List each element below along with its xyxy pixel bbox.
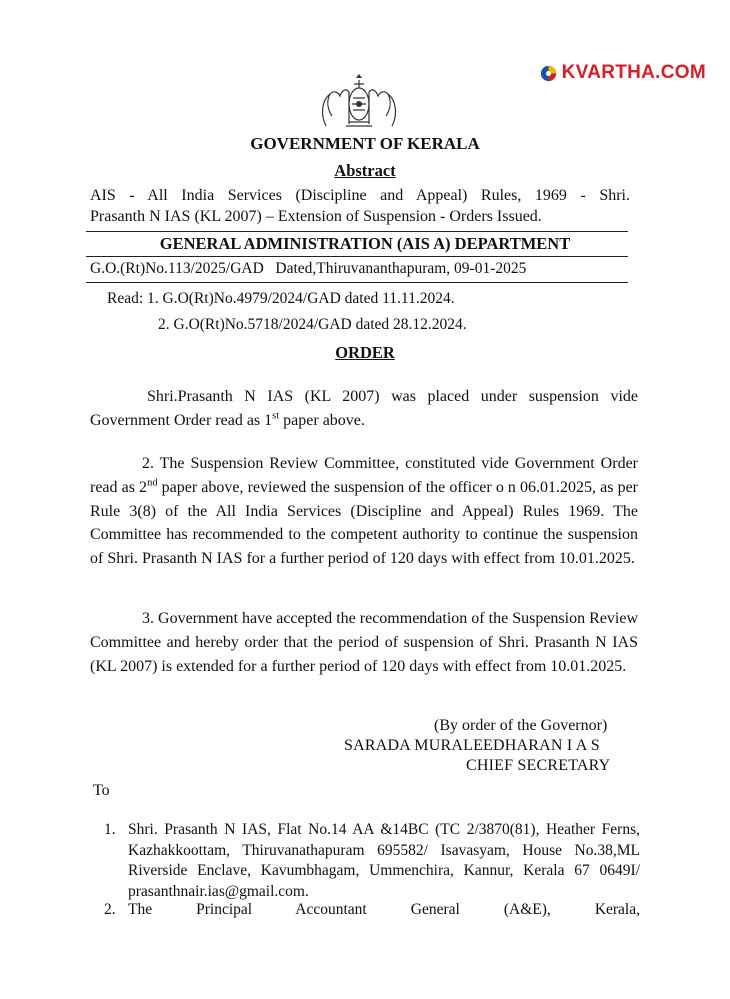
- go-dated: Dated,Thiruvananthapuram, 09-01-2025: [275, 260, 527, 277]
- kerala-emblem-icon: [316, 74, 402, 130]
- divider-top: [86, 231, 628, 232]
- recipient-text: Shri. Prasanth N IAS, Flat No.14 AA &14BC (TC 2/3870(81), Heather Ferns, Kazhakkoottam, Thiruvanathapuram 695582/ Isavasyam, House No.38,ML Riverside Enclave, Kavumbhagam, Ummenchira, Kannur, Kerala 67 0649I/ prasanthnair.ias@gmail.com.: [128, 821, 640, 900]
- order-paragraph-2: 2. The Suspension Review Committee, constituted vide Government Order read as 2nd paper above, reviewed the suspension of the officer o n 06.01.2025, as per Rule 3(8) of the All India Services (Discipline and Appeal) Rules 1969. The Committee has recommended to the competent authority to continue the suspension of Shri. Prasanth N IAS for a further period of 120 days with effect from 10.01.2025.: [90, 455, 638, 568]
- subject-line-1: AIS - All India Services (Discipline and Appeal) Rules, 1969 - Shri.: [90, 187, 630, 204]
- go-number-line: [90, 260, 526, 278]
- order-paragraph-3: 3. Government have accepted the recommendation of the Suspension Review Committee and hereby order that the period of suspension of Shri. Prasanth N IAS (KL 2007) is extended for a further period of 120 days with effect from 10.01.2025.: [90, 610, 638, 675]
- signatory-designation: CHIEF SECRETARY: [466, 757, 611, 774]
- read-item-2: 2. G.O(Rt)No.5718/2024/GAD dated 28.12.2024.: [158, 316, 467, 333]
- recipient-number: 2.: [104, 901, 116, 918]
- go-number: G.O.(Rt)No.113/2025/GAD: [90, 260, 264, 277]
- kvartha-logo-icon: [540, 65, 557, 82]
- order-paragraph-1: Shri.Prasanth N IAS (KL 2007) was placed under suspension vide Government Order read as 1st paper above.: [90, 388, 638, 429]
- signatory-name: SARADA MURALEEDHARAN I A S: [344, 737, 600, 754]
- order-heading: ORDER: [335, 343, 395, 362]
- department-title: GENERAL ADMINISTRATION (AIS A) DEPARTMENT: [159, 234, 571, 253]
- government-title: GOVERNMENT OF KERALA: [250, 134, 480, 153]
- abstract-label: Abstract: [334, 161, 396, 180]
- read-label: Read:: [107, 290, 144, 307]
- kvartha-watermark: [540, 62, 706, 84]
- recipient-text: The Principal Accountant General (A&E), Kerala,: [128, 901, 640, 918]
- divider-bottom: [86, 282, 628, 283]
- recipient-number: 1.: [104, 821, 116, 838]
- divider-middle: [86, 256, 628, 257]
- read-item-1: Read: 1. G.O(Rt)No.4979/2024/GAD dated 11.11.2024.: [107, 290, 455, 307]
- subject-line-2: Prasanth N IAS (KL 2007) – Extension of Suspension - Orders Issued.: [90, 208, 542, 225]
- watermark-text: KVARTHA.COM: [561, 62, 706, 83]
- to-label: To: [93, 782, 110, 799]
- signature-authority: (By order of the Governor): [434, 717, 608, 734]
